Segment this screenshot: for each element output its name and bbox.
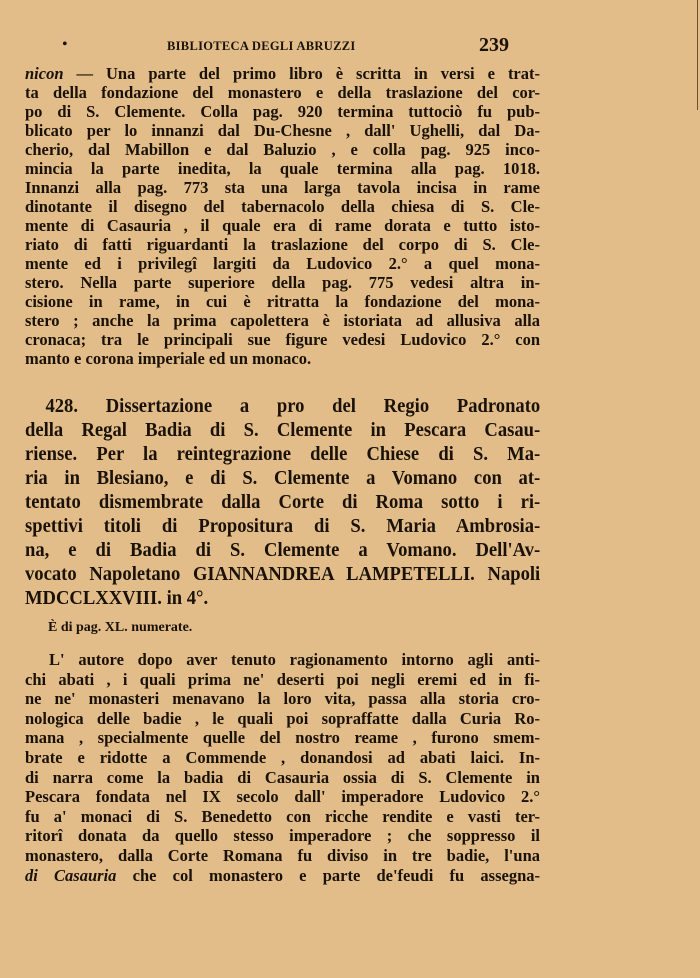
text-line: Pescara fondata nel IX secolo dall' imperadore Ludovico 2.°: [25, 787, 540, 807]
text-line: nologica delle badie , le quali poi sopraffatte dalla Curia Ro-: [25, 708, 540, 728]
pagination-note: È di pag. XL. numerate.: [48, 620, 193, 635]
text-line: mana , specialmente quelle del nostro reame , furono smem-: [25, 728, 540, 748]
italic-word: nicon: [25, 64, 64, 83]
text-fragment: che col monastero e parte de'feudi fu assegna-: [116, 865, 540, 885]
text-line: brate e ridotte a Commende , donandosi ad abati laici. In-: [25, 747, 540, 767]
text-line: mente di Casauria , il quale era di rame dorata e tutto isto-: [25, 216, 540, 235]
text-line: ritorî donata da quello stesso imperadore ; che soppresso il: [25, 826, 540, 846]
entry-line: MDCCLXXVIII. in 4°.: [25, 587, 209, 609]
text-line: di narra come la badia di Casauria ossia di S. Clemente in: [25, 767, 540, 787]
text-line: L' autore dopo aver tenuto ragionamento intorno agli anti-: [49, 650, 540, 669]
entry-line: na, e di Badia di S. Clemente a Vomano. Dell'Av-: [25, 539, 541, 561]
text-line: [25, 866, 540, 886]
bibliographic-entry-428: [25, 394, 540, 610]
text-line: blicato per lo innanzi dal Du-Chesne , dall' Ughelli, dal Da-: [25, 121, 540, 140]
page-edge-line: [697, 0, 698, 110]
entry-line: vocato Napoletano GIANNANDREA LAMPETELLI. Napoli: [25, 563, 541, 585]
text-line: Innanzi alla pag. 773 sta una larga tavola incisa in rame: [25, 178, 540, 197]
text-fragment: — Una parte del primo libro è scritta in versi e trat-: [63, 64, 540, 83]
entry-line: riense. Per la reintegrazione delle Chiese di S. Ma-: [25, 443, 541, 465]
text-line: manto e corona imperiale ed un monaco.: [25, 349, 312, 368]
text-line: ne ne' monasteri menavano la loro vita, passa alla storia cro-: [25, 689, 540, 709]
text-line: stero ; anche la prima capolettera è istoriata ad allusiva alla: [25, 311, 540, 330]
text-line: ta della fondazione del monastero e della traslazione del cor-: [25, 83, 540, 102]
header-title: BIBLIOTECA DEGLI ABRUZZI: [167, 39, 356, 53]
entry-line: ria in Blesiano, e di S. Clemente a Vomano con at-: [25, 467, 541, 489]
running-header: [62, 34, 522, 58]
text-line: po di S. Clemente. Colla pag. 920 termina tuttociò fu pub-: [25, 102, 540, 121]
text-line: riato di fatti riguardanti la traslazione del corpo di S. Cle-: [25, 235, 540, 254]
entry-line: della Regal Badia di S. Clemente in Pescara Casau-: [25, 419, 541, 441]
entry-line: tentato dismembrate dalla Corte di Roma sotto i ri-: [25, 491, 541, 513]
entry-line: spettivi titoli di Propositura di S. Maria Ambrosia-: [25, 515, 541, 537]
text-line: cisione in rame, in cui è ritratta la fondazione del mona-: [25, 292, 540, 311]
text-line: [25, 64, 540, 83]
text-line: cherio, dal Mabillon e dal Baluzio , e colla pag. 925 inco-: [25, 140, 540, 159]
page-number: 239: [479, 34, 509, 56]
text-line: mincia la parte inedita, la quale termina alla pag. 1018.: [25, 159, 540, 178]
text-line: monastero, dalla Corte Romana fu diviso in tre badie, l'una: [25, 845, 540, 865]
text-line: stero. Nella parte superiore della pag. 775 vedesi altra in-: [25, 273, 540, 292]
text-line: chi abati , i quali prima ne' deserti poi negli eremi ed in fi-: [25, 669, 540, 689]
description-paragraph: [25, 650, 540, 885]
text-line: fu a' monaci di S. Benedetto con ricche rendite e vasti ter-: [25, 806, 540, 826]
text-line: dinotante il disegno del tabernacolo della chiesa di S. Cle-: [25, 197, 540, 216]
paragraph-continuation: [25, 64, 540, 368]
text-line: cronaca; tra le principali sue figure vedesi Ludovico 2.° con: [25, 330, 540, 349]
entry-line: 428. Dissertazione a pro del Regio Padronato: [45, 395, 541, 417]
text-line: mente ed i privilegî largiti da Ludovico 2.° a quel mona-: [25, 254, 540, 273]
italic-phrase: di Casauria: [25, 865, 117, 885]
header-mark: •: [62, 36, 68, 53]
